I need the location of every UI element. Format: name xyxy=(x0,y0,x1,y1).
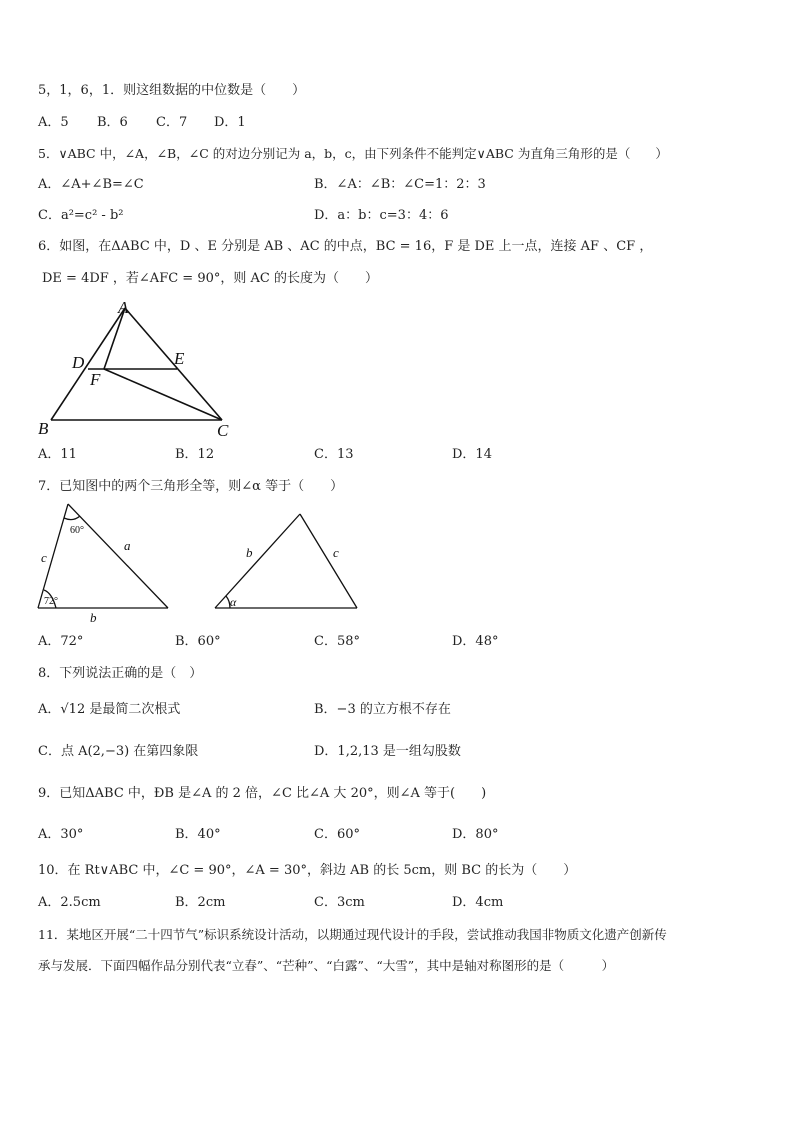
label-f: F xyxy=(90,370,101,389)
option-a: A．11 xyxy=(38,447,77,462)
option-d: D．1 xyxy=(214,115,246,130)
option-a: A．∠A+∠B=∠C xyxy=(38,177,144,192)
option-b: B．12 xyxy=(175,447,215,462)
label-b: B xyxy=(38,419,49,438)
option-c: C．60° xyxy=(314,827,360,842)
label-d: D xyxy=(72,353,85,372)
option-a: A．2.5cm xyxy=(38,895,101,910)
option-b: B．∠A：∠B：∠C=1：2：3 xyxy=(314,177,486,192)
angle-60-label: 60° xyxy=(70,525,84,536)
question-9-stem: 9．已知ΔABC 中，ÐB 是∠A 的 2 倍，∠C 比∠A 大 20°，则∠A 等于( ) xyxy=(38,786,487,801)
question-6-stem-line2: DE = 4DF ，若∠AFC = 90°，则 AC 的长度为（ ） xyxy=(42,271,378,286)
side-c-label: c xyxy=(333,545,339,560)
option-c: C．13 xyxy=(314,447,354,462)
angle-alpha-label: α xyxy=(230,595,237,609)
option-b: B．−3 的立方根不存在 xyxy=(314,702,451,717)
congruent-triangle-2 xyxy=(208,505,363,615)
option-d: D．80° xyxy=(452,827,499,842)
angle-72-label: 72° xyxy=(44,596,58,607)
option-b: B．60° xyxy=(175,634,221,649)
question-11-stem-line2: 承与发展．下面四幅作品分别代表“立春”、“芒种”、“白露”、“大雪”，其中是轴对称图形的是（ ） xyxy=(38,958,615,973)
triangle-abc-figure xyxy=(34,298,244,438)
option-b: B．40° xyxy=(175,827,221,842)
option-c: C．a²=c² - b² xyxy=(38,208,124,223)
side-b-label: b xyxy=(90,610,97,625)
question-5a-stem: 5，1，6，1．则这组数据的中位数是（ ） xyxy=(38,83,306,98)
side-b-label: b xyxy=(246,545,253,560)
question-7-stem: 7．已知图中的两个三角形全等，则∠α 等于（ ） xyxy=(38,479,344,494)
question-8-stem: 8．下列说法正确的是（ ） xyxy=(38,666,203,681)
question-6-stem-line1: 6．如图，在ΔABC 中，D 、E 分别是 AB 、AC 的中点，BC = 16，F 是 DE 上一点，连接 AF 、CF ， xyxy=(38,239,653,254)
option-d: D．4cm xyxy=(452,895,504,910)
side-c-label: c xyxy=(41,550,47,565)
option-d: D．1,2,13 是一组勾股数 xyxy=(314,744,461,759)
question-10-stem: 10．在 Rt∨ABC 中，∠C = 90°，∠A = 30°，斜边 AB 的长 5cm，则 BC 的长为（ ） xyxy=(38,863,577,878)
option-d: D．14 xyxy=(452,447,492,462)
option-a: A．√12 是最简二次根式 xyxy=(38,702,181,717)
option-c: C．58° xyxy=(314,634,360,649)
option-a: A．72° xyxy=(38,634,84,649)
label-e: E xyxy=(174,349,185,368)
option-a: A．30° xyxy=(38,827,84,842)
option-d: D．48° xyxy=(452,634,499,649)
option-b: B．2cm xyxy=(175,895,226,910)
question-5b-stem: 5．∨ABC 中，∠A，∠B，∠C 的对边分别记为 a，b，c，由下列条件不能判定∨ABC 为直角三角形的是（ ） xyxy=(38,146,668,161)
option-c: C．点 A(2,−3) 在第四象限 xyxy=(38,744,199,759)
option-a: A．5 xyxy=(38,115,69,130)
option-c: C．7 xyxy=(156,115,188,130)
side-a-label: a xyxy=(124,538,131,553)
label-c: C xyxy=(217,421,229,438)
label-a: A xyxy=(118,298,129,317)
option-c: C．3cm xyxy=(314,895,365,910)
congruent-triangle-1 xyxy=(30,500,175,628)
option-d: D．a：b：c=3：4：6 xyxy=(314,208,449,223)
option-b: B．6 xyxy=(97,115,128,130)
question-11-stem-line1: 11．某地区开展“二十四节气”标识系统设计活动，以期通过现代设计的手段，尝试推动我国非物质文化遗产创新传 xyxy=(38,927,667,942)
